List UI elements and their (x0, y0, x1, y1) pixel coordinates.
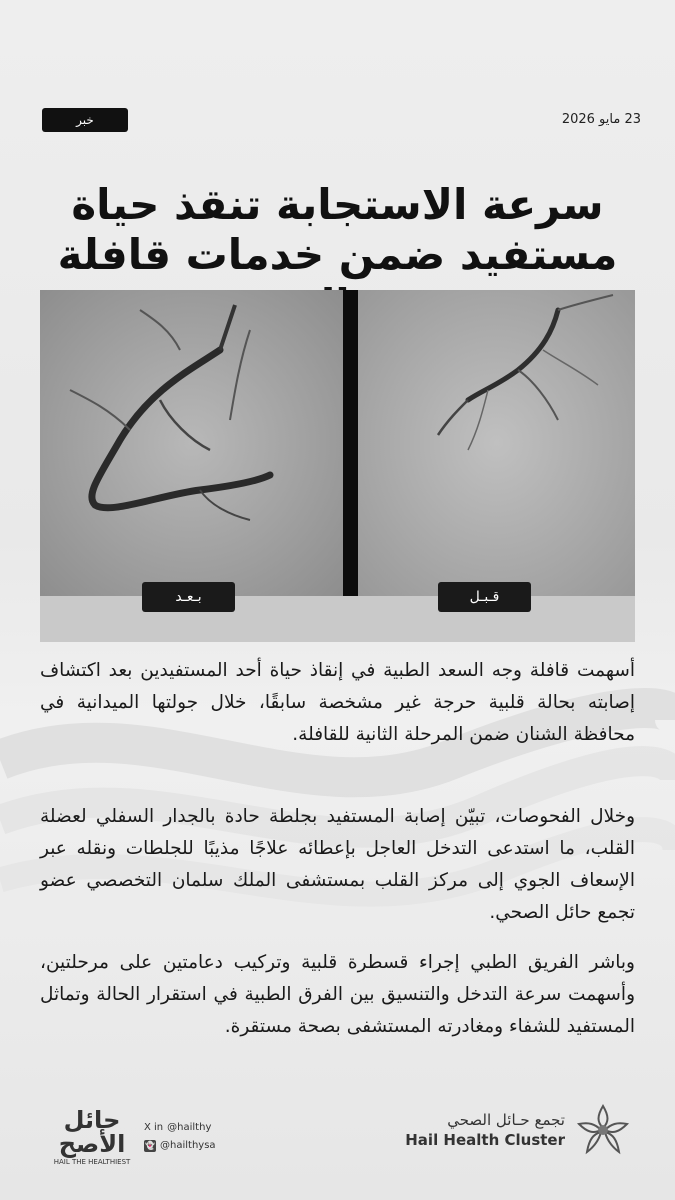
paragraph-2: وخلال الفحوصات، تبيّن إصابة المستفيد بجلطة حادة بالجدار السفلي لعضلة القلب، ما استدعى التدخل العاجل بإعطائه علاجًا مذيبًا للجلطات ونقله عبر الإسعاف الجوي إلى مركز القلب بمستشفى الملك سلمان التخصصي عضو تجمع حائل الصحي. (40, 806, 635, 923)
before-angiogram-image (358, 290, 635, 596)
hail-health-cluster-logo-icon (575, 1102, 631, 1158)
snapchat-handle: @hailthysa (160, 1140, 216, 1151)
x-handle: @hailthy (167, 1122, 212, 1133)
brand-logo (52, 1108, 132, 1166)
snapchat-icon: 👻 (145, 1141, 155, 1150)
organization-block (405, 1102, 631, 1158)
before-label: قـبـل (438, 582, 531, 612)
after-angiogram-image (40, 290, 343, 596)
publish-date: 23 مايو 2026 (561, 112, 641, 127)
brand-logo-english: HAIL THE HEALTHIEST (53, 1158, 131, 1166)
paragraph-3: وباشر الفريق الطبي إجراء قسطرة قلبية وتركيب دعامتين على مرحلتين، وأسهمت سرعة التدخل والتنسيق بين الفرق الطبية في استقرار الحالة وتماثل المستفيد للشفاء ومغادرته المستشفى بصحة مستقرة. (40, 952, 635, 1037)
brand-logo-arabic: حائل الأصح (58, 1106, 126, 1158)
social-row-x[interactable] (144, 1119, 216, 1137)
organization-name-arabic: تجمع حـائل الصحي (447, 1111, 565, 1129)
image-divider (343, 290, 358, 596)
brand-block (52, 1108, 216, 1166)
after-label: بـعـد (142, 582, 235, 612)
headline: سرعة الاستجابة تنقذ حياة مستفيد ضمن خدمات قافلة (57, 180, 618, 279)
paragraph-1: أسهمت قافلة وجه السعد الطبية في إنقاذ حياة أحد المستفيدين بعد اكتشاف إصابته بحالة قلبية حرجة غير مشخصة سابقًا، خلال جولتها الميدانية في محافظة الشنان ضمن المرحلة الثانية للقافلة. (40, 660, 635, 745)
x-icon: X in (144, 1122, 164, 1133)
category-badge: خبر (42, 108, 128, 132)
angiography-comparison (40, 290, 635, 642)
social-row-snapchat[interactable] (144, 1137, 216, 1155)
organization-name-english: Hail Health Cluster (405, 1131, 565, 1149)
social-handles (144, 1119, 216, 1155)
